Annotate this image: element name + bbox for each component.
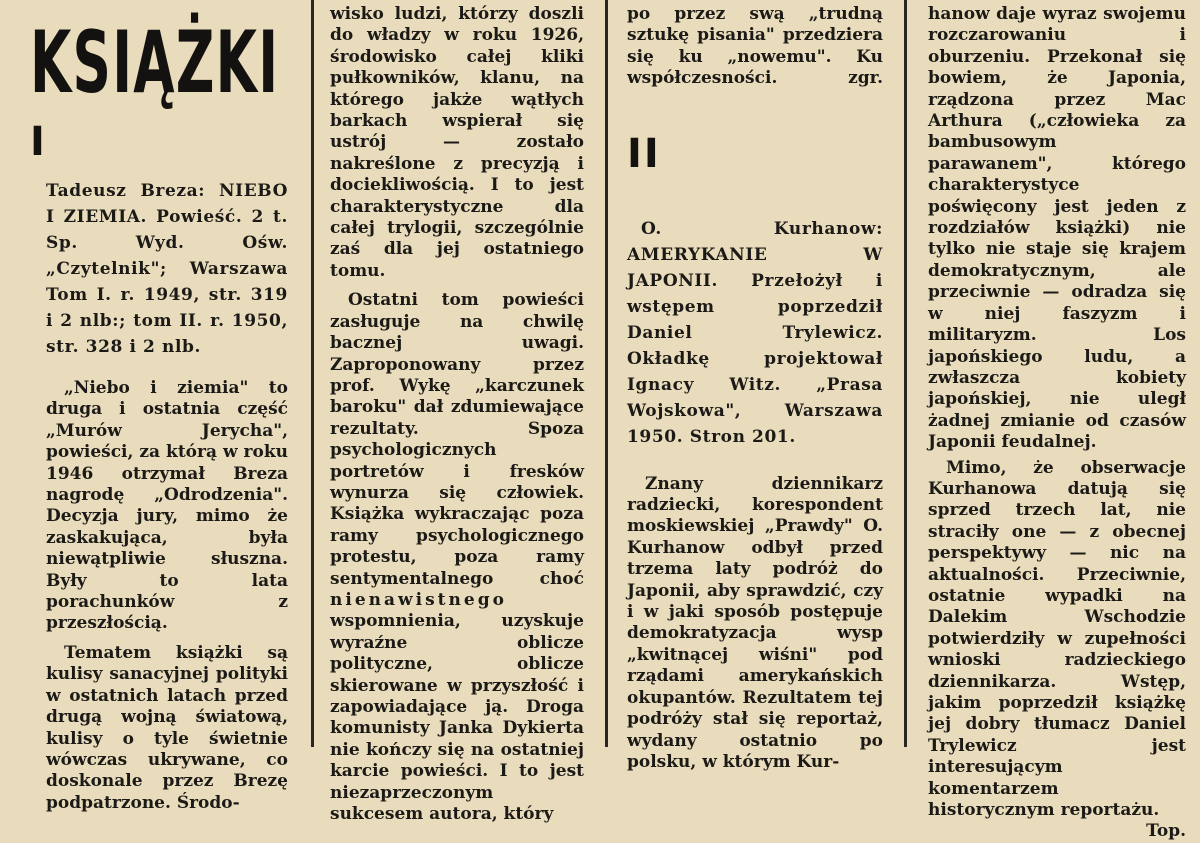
review-1-signature: zgr.	[848, 68, 883, 89]
review-2-paragraph-2-text: Mimo, że obserwacje Kurhanowa datują się sprzed trzech lat, nie straciły one — z obecnej perspektywy — nic na aktualności. Przeciwnie, ostatnie wypadki na Dalekim Wschodzie potwierdziły w zupełności wnioski radzieckiego dziennikarza. Wstęp, jakim poprzedził książkę jej dobry tłumacz Daniel Trylewicz jest interesującym komentarzem historycznym reportażu.	[928, 457, 1186, 821]
review-2-paragraph-1: Znany dziennikarz radziecki, korespondent moskiewskiej „Prawdy" O. Kurhanow odbył przed trzema laty podróż do Japonii, aby sprawdzić, czy i w jaki sposób postępuje demokratyzacja wysp „kwitnącej wiśni" pod rządami amerykańskich okupantów. Rezultatem tej podróży stał się reportaż, wydany ostatnio po polsku, w którym Kur-	[627, 473, 883, 772]
review-1-paragraph-2: Tematem książki są kulisy sanacyjnej polityki w ostatnich latach przed drugą wojną światową, kulisy o tyle świetnie wówczas ukrywane, co doskonale przez Brezę podpatrzone. Środo-	[46, 642, 288, 813]
review-1-paragraph-2-continued: wisko ludzi, którzy doszli do władzy w roku 1926, środowisko całej kliki pułkowników, klanu, na którego jakże wątłych barkach wspierał się ustrój — zostało nakreślone z precyzją i dociekliwością. I to jest charakterystyczne dla całej trylogii, szczególnie zaś dla jej ostatniego tomu.	[330, 4, 584, 281]
review-1-paragraph-3	[330, 290, 584, 825]
column-rule	[311, 0, 314, 747]
review-1-paragraph-3-part-a: Ostatni tom powieści zasługuje na chwilę bacznej uwagi. Zaproponowany przez prof. Wykę „karczunek baroku" dał zdumiewające rezultaty. Spoza psychologicznych portretów i fresków wynurza się człowiek. Książka wykraczając poza ramy psychologicznego protestu, poza ramy sentymentalnego choć	[330, 290, 584, 589]
review-1-paragraph-3-part-b: wspomnienia, uzyskuje wyraźne oblicze polityczne, oblicze skierowane w przyszłość i zapowiadające ją. Droga komunisty Janka Dykierta nie kończy się na ostatniej karcie powieści. I to jest niezaprzeczonym sukcesem autora, który	[330, 611, 584, 825]
column-1	[30, 0, 288, 813]
column-2	[330, 0, 584, 825]
review-2-numeral: II	[627, 130, 661, 177]
review-2-paragraph-2	[928, 457, 1186, 842]
column-rule	[904, 0, 907, 747]
review-1-paragraph-1: „Niebo i ziemia" to druga i ostatnia część „Murów Jerycha", powieści, za którą w roku 1946 otrzymał Breza nagrodę „Odrodzenia". Decyzja jury, mimo że zaskakująca, była niewątpliwie słuszna. Były to lata porachunków z przeszłością.	[46, 378, 288, 634]
review-1-closing-text: po przez swą „trudną sztukę pisania" przedziera się ku „nowemu". Ku współczesności.	[627, 4, 883, 89]
review-2-paragraph-1-continued: hanow daje wyraz swojemu rozczarowaniu i oburzeniu. Przekonał się bowiem, że Japonia, rządzona przez Mac Arthura („człowieka za bambusowym parawanem", którego charakterystyce poświęcony jest jeden z rozdziałów książki) nie tylko nie staje się krajem demokratycznym, ale przeciwnie — odradza się w niej faszyzm i militaryzm. Los japońskiego ludu, a zwłaszcza kobiety japońskiej, nie uległ żadnej zmianie od czasów Japonii feudalnej.	[928, 4, 1186, 453]
column-rule	[605, 0, 608, 747]
column-4	[928, 0, 1186, 842]
review-2-signature: Top.	[1146, 821, 1186, 842]
column-3	[627, 0, 883, 772]
review-2-bibliography: O. Kurhanow: AMERYKANIE W JAPONII. Przełożył i wstępem poprzedził Daniel Trylewicz. Okładkę projektował Ignacy Witz. „Prasa Wojskowa", Warszawa 1950. Stron 201.	[627, 218, 883, 447]
review-1-bibliography: Tadeusz Breza: NIEBO I ZIEMIA. Powieść. 2 t. Sp. Wyd. Ośw. „Czytelnik"; Warszawa Tom I. r. 1949, str. 319 i 2 nlb:; tom II. r. 1950, str. 328 i 2 nlb.	[46, 181, 288, 357]
review-1-numeral: I	[30, 119, 47, 165]
review-1-paragraph-3-continued	[627, 4, 883, 90]
review-1-spaced-word: nienawistnego	[330, 589, 507, 610]
section-title: KSIĄŻKI	[30, 13, 280, 113]
